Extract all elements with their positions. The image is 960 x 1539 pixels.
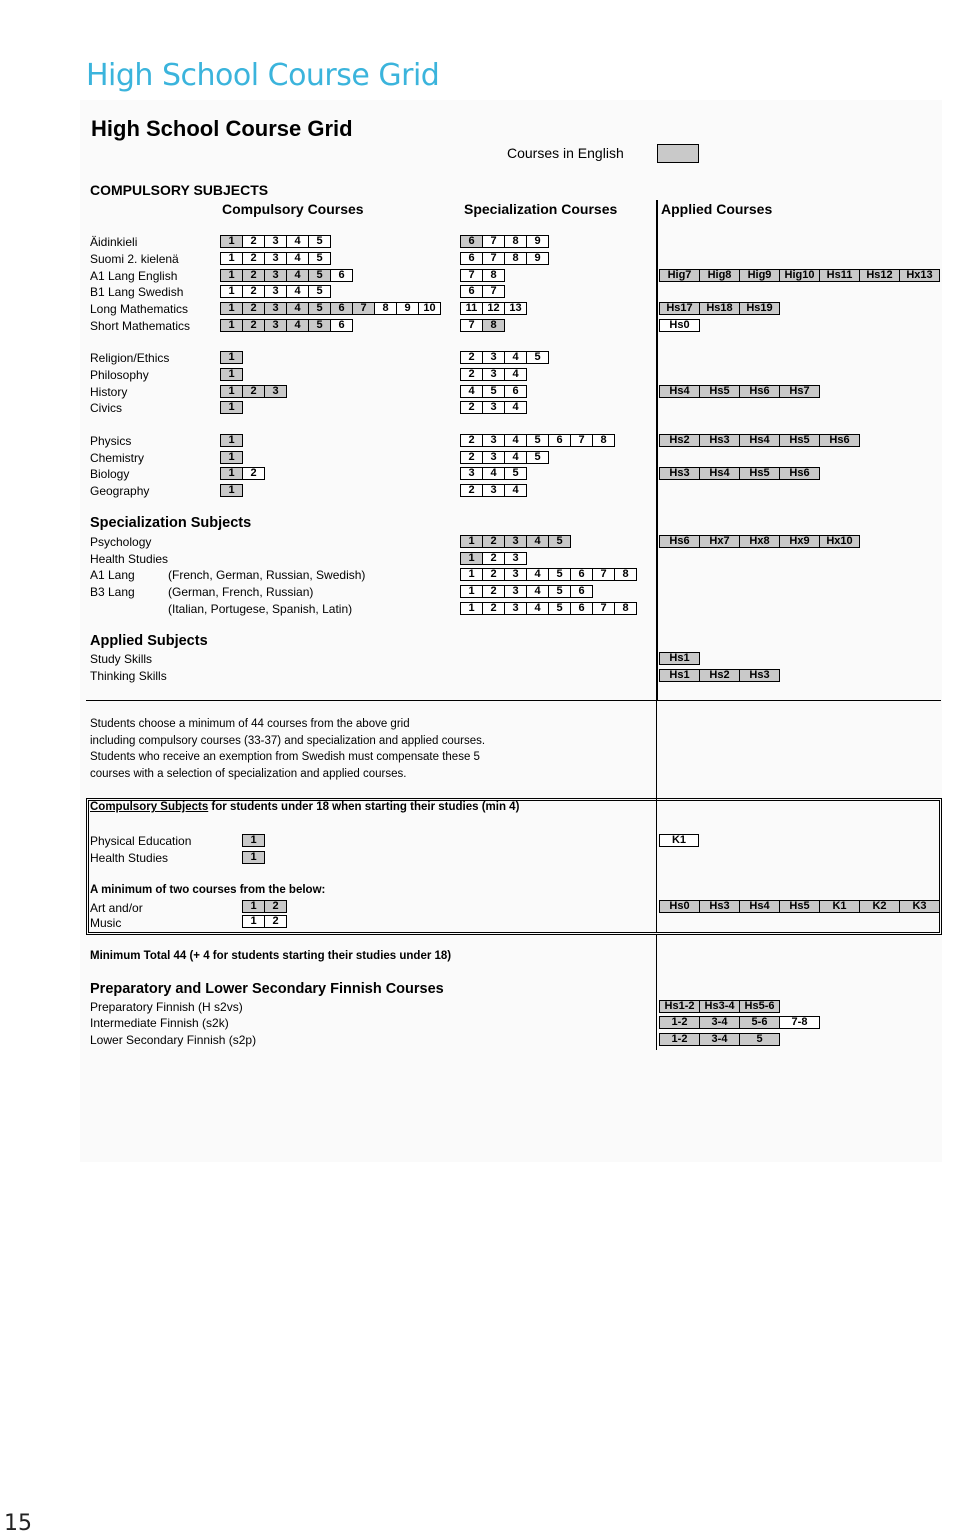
specialization-course-cell: 9 — [526, 252, 549, 265]
specialization-course-cell: 8 — [504, 235, 527, 248]
applied-course-cell: Hs3 — [699, 434, 740, 447]
applied-course-cell: Hs6 — [659, 535, 700, 548]
compulsory-course-cell: 5 — [308, 302, 331, 315]
applied-course-cell: Hx9 — [779, 535, 820, 548]
subject-label: Geography — [90, 484, 150, 498]
specialization-course-cell: 2 — [460, 434, 483, 447]
compulsory-course-cell: 1 — [220, 451, 243, 464]
specialization-course-cell: 8 — [482, 319, 505, 332]
specialization-course-cell: 6 — [570, 568, 593, 581]
prep-heading: Preparatory and Lower Secondary Finnish Courses — [90, 981, 444, 997]
specialization-course-cell: 4 — [526, 568, 549, 581]
specialization-course-cell: 12 — [482, 302, 505, 315]
subject-label: Health Studies — [90, 552, 169, 566]
subject-label: Physical Education — [90, 834, 192, 848]
language-note: (French, German, Russian, Swedish) — [168, 568, 366, 582]
specialization-course-cell: 2 — [460, 351, 483, 364]
subject-label: Preparatory Finnish (H s2vs) — [90, 1000, 243, 1014]
compulsory-course-cell: 2 — [242, 385, 265, 398]
applied-course-cell: Hs6 — [779, 467, 820, 480]
applied-course-cell: Hig7 — [659, 269, 700, 282]
page-number: 15 — [4, 1511, 32, 1536]
separator-line — [86, 700, 941, 701]
specialization-course-cell: 5 — [548, 585, 571, 598]
language-note: (Italian, Portugese, Spanish, Latin) — [168, 602, 353, 616]
compulsory-course-cell: 1 — [220, 434, 243, 447]
subject-label: Health Studies — [90, 851, 169, 865]
specialization-course-cell: 3 — [504, 602, 527, 615]
compulsory-course-cell: 5 — [308, 319, 331, 332]
specialization-course-cell: 4 — [504, 368, 527, 381]
col-compulsory: Compulsory Courses — [222, 201, 364, 217]
course-cell: 2 — [264, 915, 287, 928]
specialization-course-cell: 4 — [526, 535, 549, 548]
prep-course-cell: 1-2 — [659, 1033, 700, 1046]
applied-course-cell: Hs6 — [819, 434, 860, 447]
specialization-course-cell: 2 — [482, 602, 505, 615]
specialization-course-cell: 3 — [482, 451, 505, 464]
specialization-course-cell: 6 — [570, 585, 593, 598]
compulsory-course-cell: 4 — [286, 235, 309, 248]
specialization-course-cell: 7 — [570, 434, 593, 447]
applied-course-cell: Hs19 — [739, 302, 780, 315]
applied-course-cell: Hs11 — [819, 269, 860, 282]
language-note: (German, French, Russian) — [168, 585, 314, 599]
under18-divider — [656, 800, 657, 933]
note-line: Students who receive an exemption from Swedish must compensate these 5 — [90, 751, 480, 763]
subject-label: Psychology — [90, 535, 152, 549]
specialization-course-cell: 5 — [526, 351, 549, 364]
specialization-course-cell: 3 — [482, 434, 505, 447]
subject-label: B1 Lang Swedish — [90, 285, 184, 299]
column-divider-notes — [656, 700, 657, 800]
specialization-course-cell: 9 — [526, 235, 549, 248]
subject-label: Suomi 2. kielenä — [90, 252, 179, 266]
applied-course-cell: Hs5 — [739, 467, 780, 480]
applied-course-cell: Hs18 — [699, 302, 740, 315]
compulsory-course-cell: 6 — [330, 269, 353, 282]
applied-course-cell: Hs5 — [699, 385, 740, 398]
prep-course-cell: 5-6 — [739, 1016, 780, 1029]
specialization-course-cell: 5 — [504, 467, 527, 480]
compulsory-course-cell: 3 — [264, 269, 287, 282]
specialization-course-cell: 11 — [460, 302, 483, 315]
applied-course-cell: Hx8 — [739, 535, 780, 548]
under18-box-inner — [88, 800, 940, 933]
subject-label: Long Mathematics — [90, 302, 189, 316]
applied-course-cell: Hx7 — [699, 535, 740, 548]
choose-note: A minimum of two courses from the below: — [90, 884, 326, 896]
applied-course-cell: Hs6 — [739, 385, 780, 398]
specialization-course-cell: 6 — [460, 235, 483, 248]
compulsory-course-cell: 3 — [264, 319, 287, 332]
compulsory-course-cell: 2 — [242, 467, 265, 480]
compulsory-course-cell: 3 — [264, 252, 287, 265]
compulsory-course-cell: 5 — [308, 269, 331, 282]
page-heading: High School Course Grid — [86, 58, 440, 93]
course-cell: 2 — [264, 900, 287, 913]
subject-label: History — [90, 385, 128, 399]
specialization-course-cell: 4 — [504, 401, 527, 414]
grid-title: High School Course Grid — [91, 116, 353, 141]
applied-course-cell: Hs4 — [659, 385, 700, 398]
applied-course-cell: K3 — [899, 900, 940, 913]
specialization-course-cell: 4 — [504, 484, 527, 497]
specialization-heading: Specialization Subjects — [90, 515, 252, 531]
specialization-course-cell: 1 — [460, 585, 483, 598]
subject-label: Chemistry — [90, 451, 145, 465]
specialization-course-cell: 8 — [614, 602, 637, 615]
compulsory-course-cell: 2 — [242, 302, 265, 315]
applied-course-cell: Hs0 — [659, 319, 700, 332]
specialization-course-cell: 5 — [548, 602, 571, 615]
compulsory-course-cell: 1 — [220, 351, 243, 364]
prep-course-cell: 5 — [739, 1033, 780, 1046]
subject-label: Civics — [90, 401, 122, 415]
course-cell: 1 — [242, 900, 265, 913]
specialization-course-cell: 6 — [460, 252, 483, 265]
compulsory-course-cell: 2 — [242, 235, 265, 248]
compulsory-course-cell: 4 — [286, 285, 309, 298]
compulsory-course-cell: 7 — [352, 302, 375, 315]
specialization-course-cell: 1 — [460, 535, 483, 548]
subject-label: Religion/Ethics — [90, 351, 170, 365]
subject-label: Intermediate Finnish (s2k) — [90, 1016, 229, 1030]
under18-heading: Compulsory Subjects for students under 18 when starting their studies (min 4) — [90, 801, 520, 813]
specialization-course-cell: 1 — [460, 602, 483, 615]
specialization-course-cell: 2 — [460, 368, 483, 381]
subject-label: Biology — [90, 467, 130, 481]
specialization-course-cell: 2 — [482, 552, 505, 565]
specialization-course-cell: 3 — [460, 467, 483, 480]
specialization-course-cell: 3 — [482, 401, 505, 414]
applied-course-cell: Hs4 — [739, 434, 780, 447]
compulsory-course-cell: 1 — [220, 319, 243, 332]
specialization-course-cell: 4 — [482, 467, 505, 480]
specialization-course-cell: 4 — [526, 602, 549, 615]
compulsory-course-cell: 5 — [308, 235, 331, 248]
subject-label: Short Mathematics — [90, 319, 191, 333]
specialization-course-cell: 1 — [460, 552, 483, 565]
specialization-course-cell: 7 — [592, 568, 615, 581]
compulsory-course-cell: 3 — [264, 285, 287, 298]
subject-label: A1 Lang English — [90, 269, 178, 283]
specialization-course-cell: 5 — [482, 385, 505, 398]
compulsory-course-cell: 2 — [242, 319, 265, 332]
prep-course-cell: 1-2 — [659, 1016, 700, 1029]
specialization-course-cell: 4 — [504, 434, 527, 447]
column-divider — [656, 200, 658, 700]
course-cell: 1 — [242, 915, 265, 928]
specialization-course-cell: 2 — [482, 568, 505, 581]
specialization-course-cell: 3 — [482, 484, 505, 497]
applied-course-cell: Hx13 — [899, 269, 940, 282]
prep-course-cell: Hs1-2 — [659, 1000, 700, 1013]
applied-course-cell: K1 — [659, 834, 699, 847]
note-line: Students choose a minimum of 44 courses from the above grid — [90, 718, 410, 730]
subject-label: Thinking Skills — [90, 669, 167, 683]
specialization-course-cell: 3 — [504, 552, 527, 565]
applied-course-cell: Hx10 — [819, 535, 860, 548]
specialization-course-cell: 8 — [614, 568, 637, 581]
specialization-course-cell: 3 — [504, 568, 527, 581]
course-cell: 1 — [242, 834, 265, 847]
compulsory-course-cell: 1 — [220, 252, 243, 265]
compulsory-course-cell: 3 — [264, 385, 287, 398]
compulsory-course-cell: 5 — [308, 252, 331, 265]
compulsory-course-cell: 5 — [308, 285, 331, 298]
specialization-course-cell: 4 — [504, 351, 527, 364]
specialization-course-cell: 5 — [526, 451, 549, 464]
applied-course-cell: Hig9 — [739, 269, 780, 282]
compulsory-course-cell: 1 — [220, 385, 243, 398]
compulsory-course-cell: 8 — [374, 302, 397, 315]
compulsory-course-cell: 1 — [220, 269, 243, 282]
specialization-course-cell: 7 — [592, 602, 615, 615]
course-cell: 1 — [242, 851, 265, 864]
specialization-course-cell: 3 — [504, 585, 527, 598]
subject-label: A1 Lang — [90, 568, 135, 582]
applied-course-cell: K1 — [819, 900, 860, 913]
compulsory-heading: COMPULSORY SUBJECTS — [90, 182, 269, 198]
specialization-course-cell: 2 — [482, 585, 505, 598]
specialization-course-cell: 8 — [592, 434, 615, 447]
applied-course-cell: Hs1 — [659, 669, 700, 682]
specialization-course-cell: 2 — [482, 535, 505, 548]
specialization-course-cell: 5 — [548, 568, 571, 581]
applied-course-cell: Hs2 — [659, 434, 700, 447]
specialization-course-cell: 7 — [460, 269, 483, 282]
specialization-course-cell: 3 — [482, 351, 505, 364]
specialization-course-cell: 6 — [504, 385, 527, 398]
applied-course-cell: Hs17 — [659, 302, 700, 315]
specialization-course-cell: 8 — [482, 269, 505, 282]
specialization-course-cell: 2 — [460, 451, 483, 464]
subject-label: Physics — [90, 434, 132, 448]
compulsory-course-cell: 4 — [286, 252, 309, 265]
specialization-course-cell: 2 — [460, 401, 483, 414]
compulsory-course-cell: 2 — [242, 285, 265, 298]
prep-course-cell: Hs5-6 — [739, 1000, 780, 1013]
legend-label: Courses in English — [507, 145, 624, 161]
compulsory-course-cell: 1 — [220, 235, 243, 248]
specialization-course-cell: 6 — [460, 285, 483, 298]
applied-course-cell: Hs2 — [699, 669, 740, 682]
subject-label: Art and/or — [90, 901, 143, 915]
compulsory-course-cell: 1 — [220, 467, 243, 480]
specialization-course-cell: 2 — [460, 484, 483, 497]
specialization-course-cell: 3 — [504, 535, 527, 548]
specialization-course-cell: 4 — [526, 585, 549, 598]
compulsory-course-cell: 4 — [286, 319, 309, 332]
specialization-course-cell: 6 — [570, 602, 593, 615]
specialization-course-cell: 5 — [548, 535, 571, 548]
applied-course-cell: Hs5 — [779, 434, 820, 447]
subject-label: B3 Lang — [90, 585, 135, 599]
compulsory-course-cell: 1 — [220, 302, 243, 315]
applied-course-cell: K2 — [859, 900, 900, 913]
note-line: courses with a selection of specialization and applied courses. — [90, 768, 407, 780]
applied-course-cell: Hs4 — [739, 900, 780, 913]
specialization-course-cell: 6 — [548, 434, 571, 447]
specialization-course-cell: 13 — [504, 302, 527, 315]
compulsory-course-cell: 6 — [330, 302, 353, 315]
compulsory-course-cell: 10 — [418, 302, 441, 315]
compulsory-course-cell: 2 — [242, 269, 265, 282]
applied-course-cell: Hs4 — [699, 467, 740, 480]
prep-course-cell: 3-4 — [699, 1033, 740, 1046]
compulsory-course-cell: 1 — [220, 285, 243, 298]
subject-label: Study Skills — [90, 652, 153, 666]
compulsory-course-cell: 3 — [264, 235, 287, 248]
specialization-course-cell: 5 — [526, 434, 549, 447]
applied-course-cell: Hs0 — [659, 900, 700, 913]
compulsory-course-cell: 6 — [330, 319, 353, 332]
applied-course-cell: Hs7 — [779, 385, 820, 398]
specialization-course-cell: 4 — [504, 451, 527, 464]
applied-course-cell: Hs12 — [859, 269, 900, 282]
compulsory-course-cell: 1 — [220, 368, 243, 381]
subject-label: Philosophy — [90, 368, 149, 382]
col-specialization: Specialization Courses — [464, 201, 618, 217]
note-line: including compulsory courses (33-37) and specialization and applied courses. — [90, 735, 486, 747]
applied-course-cell: Hs5 — [779, 900, 820, 913]
specialization-course-cell: 8 — [504, 252, 527, 265]
compulsory-course-cell: 1 — [220, 484, 243, 497]
applied-course-cell: Hs1 — [659, 652, 700, 665]
applied-heading: Applied Subjects — [90, 633, 208, 649]
specialization-course-cell: 7 — [460, 319, 483, 332]
compulsory-course-cell: 4 — [286, 302, 309, 315]
applied-course-cell: Hs3 — [739, 669, 780, 682]
compulsory-course-cell: 2 — [242, 252, 265, 265]
compulsory-course-cell: 1 — [220, 401, 243, 414]
subject-label: Lower Secondary Finnish (s2p) — [90, 1033, 257, 1047]
compulsory-course-cell: 3 — [264, 302, 287, 315]
applied-course-cell: Hs3 — [659, 467, 700, 480]
applied-course-cell: Hig10 — [779, 269, 820, 282]
specialization-course-cell: 3 — [482, 368, 505, 381]
specialization-course-cell: 7 — [482, 285, 505, 298]
subject-label: Äidinkieli — [90, 235, 138, 249]
prep-course-cell: Hs3-4 — [699, 1000, 740, 1013]
col-applied: Applied Courses — [661, 201, 773, 217]
prep-course-cell: 7-8 — [779, 1016, 820, 1029]
applied-course-cell: Hs3 — [699, 900, 740, 913]
minimum-total: Minimum Total 44 (+ 4 for students starting their studies under 18) — [90, 950, 452, 962]
compulsory-course-cell: 9 — [396, 302, 419, 315]
prep-course-cell: 3-4 — [699, 1016, 740, 1029]
specialization-course-cell: 4 — [460, 385, 483, 398]
specialization-course-cell: 7 — [482, 235, 505, 248]
subject-label: Music — [90, 916, 122, 930]
prep-divider — [656, 935, 657, 1050]
compulsory-course-cell: 4 — [286, 269, 309, 282]
applied-course-cell: Hig8 — [699, 269, 740, 282]
specialization-course-cell: 7 — [482, 252, 505, 265]
legend-swatch — [657, 144, 699, 163]
specialization-course-cell: 1 — [460, 568, 483, 581]
